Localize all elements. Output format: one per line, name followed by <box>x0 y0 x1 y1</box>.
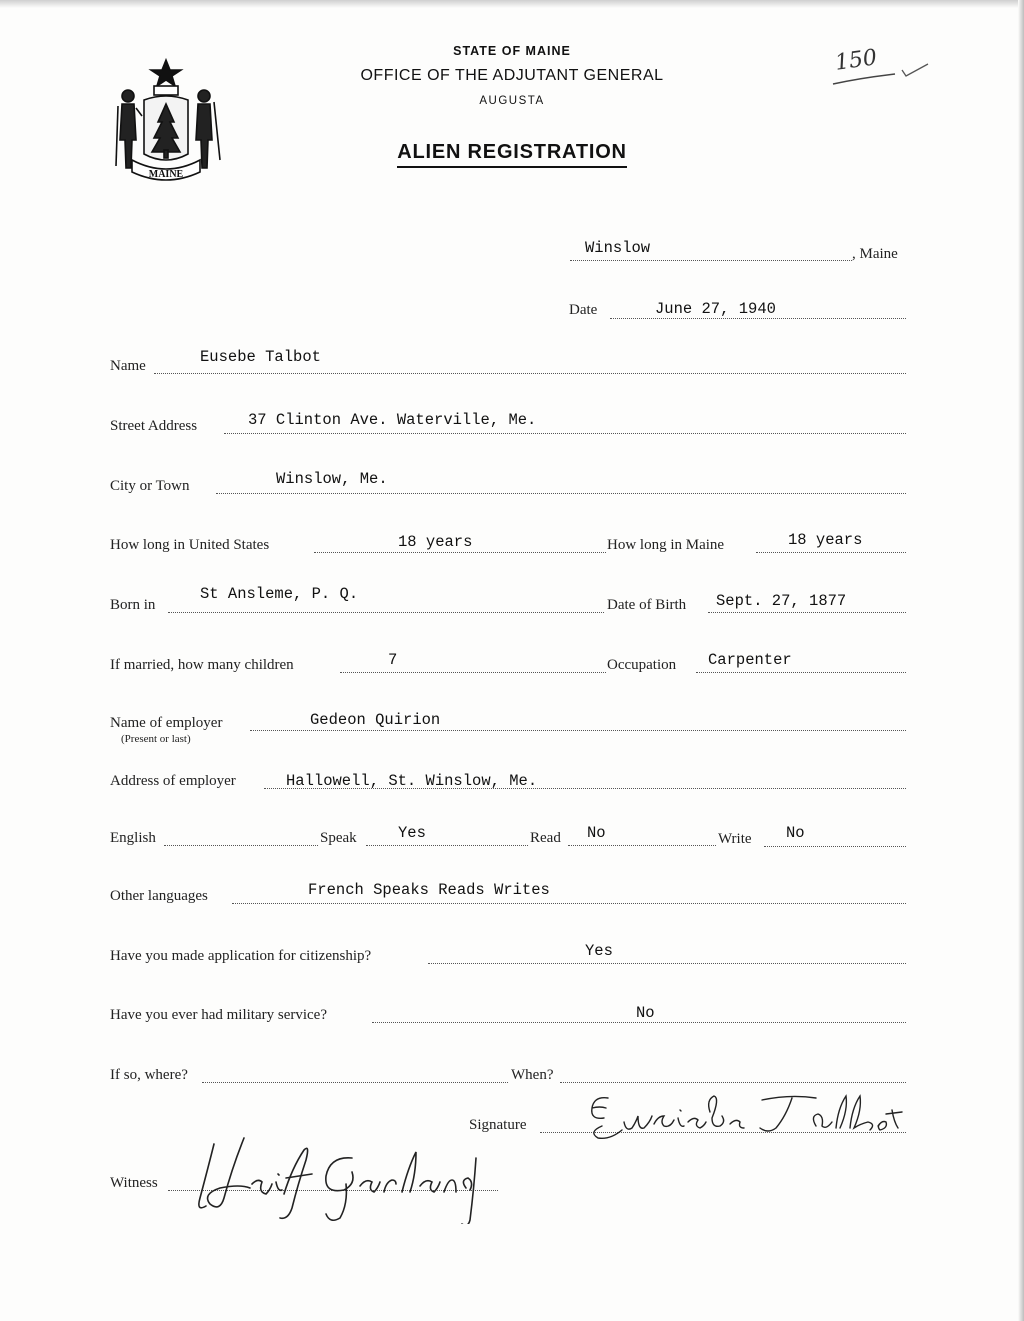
born-in-value: St Ansleme, P. Q. <box>200 585 359 603</box>
military-label: Have you ever had military service? <box>110 1007 327 1023</box>
occupation-line <box>696 672 906 673</box>
city-value: Winslow, Me. <box>276 470 388 488</box>
read-line <box>568 845 716 846</box>
employer-address-label: Address of employer <box>110 773 236 789</box>
when-line <box>560 1082 906 1083</box>
date-of-birth-value: Sept. 27, 1877 <box>716 592 847 610</box>
seal-label: MAINE <box>148 169 184 180</box>
town-line <box>570 260 852 261</box>
how-long-us-line <box>314 552 606 553</box>
check-mark-icon <box>0 0 1024 120</box>
employer-label: Name of employer <box>110 715 223 731</box>
how-long-us-value: 18 years <box>398 533 473 551</box>
handwritten-number: 150 <box>833 45 879 76</box>
city-line <box>216 493 906 494</box>
occupation-value: Carpenter <box>708 651 792 669</box>
name-label: Name <box>110 358 146 374</box>
form-title: ALIEN REGISTRATION <box>0 141 1024 164</box>
citizenship-value: Yes <box>585 942 613 960</box>
other-languages-line <box>232 903 906 904</box>
how-long-maine-label: How long in Maine <box>607 537 725 553</box>
street-address-value: 37 Clinton Ave. Waterville, Me. <box>248 411 537 429</box>
employer-address-value: Hallowell, St. Winslow, Me. <box>286 772 538 790</box>
how-long-maine-line <box>756 552 906 553</box>
occupation-label: Occupation <box>607 657 677 673</box>
born-in-line <box>168 612 604 613</box>
date-line <box>610 318 906 319</box>
speak-line <box>366 845 528 846</box>
city-label: City or Town <box>110 478 190 494</box>
name-line <box>154 373 906 374</box>
signature-text: Eusebe Talbot <box>580 1086 586 1087</box>
read-value: No <box>587 824 606 842</box>
date-of-birth-label: Date of Birth <box>607 597 687 613</box>
date-label: Date <box>569 302 598 318</box>
other-languages-value: French Speaks Reads Writes <box>308 881 550 899</box>
street-address-line <box>224 433 906 434</box>
speak-label: Speak <box>320 830 357 846</box>
witness-text: David Garland <box>180 1128 186 1129</box>
military-value: No <box>636 1004 655 1022</box>
citizenship-line <box>428 963 906 964</box>
town-value: Winslow <box>585 239 651 257</box>
military-line <box>372 1022 906 1023</box>
office-heading: OFFICE OF THE ADJUTANT GENERAL <box>360 67 664 84</box>
employer-sublabel: (Present or last) <box>121 733 191 745</box>
citizenship-label: Have you made application for citizenship? <box>110 948 372 964</box>
maine-label: , Maine <box>852 246 898 262</box>
employer-value: Gedeon Quirion <box>310 711 441 729</box>
english-label: English <box>110 830 156 846</box>
date-of-birth-line <box>708 612 906 613</box>
witness-signature-image <box>180 1128 500 1224</box>
write-label: Write <box>718 831 752 847</box>
children-label: If married, how many children <box>110 657 294 673</box>
signature-image <box>580 1086 910 1146</box>
how-long-us-label: How long in United States <box>110 537 270 553</box>
street-address-label: Street Address <box>110 418 198 434</box>
employer-line <box>250 730 906 731</box>
scan-edge-right <box>1018 0 1024 1321</box>
speak-value: Yes <box>398 824 426 842</box>
english-line <box>164 845 318 846</box>
children-line <box>340 672 606 673</box>
where-line <box>202 1082 508 1083</box>
write-line <box>764 846 906 847</box>
city-heading: AUGUSTA <box>479 95 545 107</box>
other-languages-label: Other languages <box>110 888 208 904</box>
read-label: Read <box>530 830 561 846</box>
date-value: June 27, 1940 <box>655 300 776 318</box>
children-value: 7 <box>388 651 398 669</box>
signature-label: Signature <box>469 1117 527 1133</box>
name-value: Eusebe Talbot <box>200 348 321 366</box>
when-label: When? <box>511 1067 554 1083</box>
how-long-maine-value: 18 years <box>788 531 863 549</box>
where-label: If so, where? <box>110 1067 188 1083</box>
write-value: No <box>786 824 805 842</box>
born-in-label: Born in <box>110 597 156 613</box>
state-heading: STATE OF MAINE <box>453 44 571 58</box>
witness-label: Witness <box>110 1175 158 1191</box>
